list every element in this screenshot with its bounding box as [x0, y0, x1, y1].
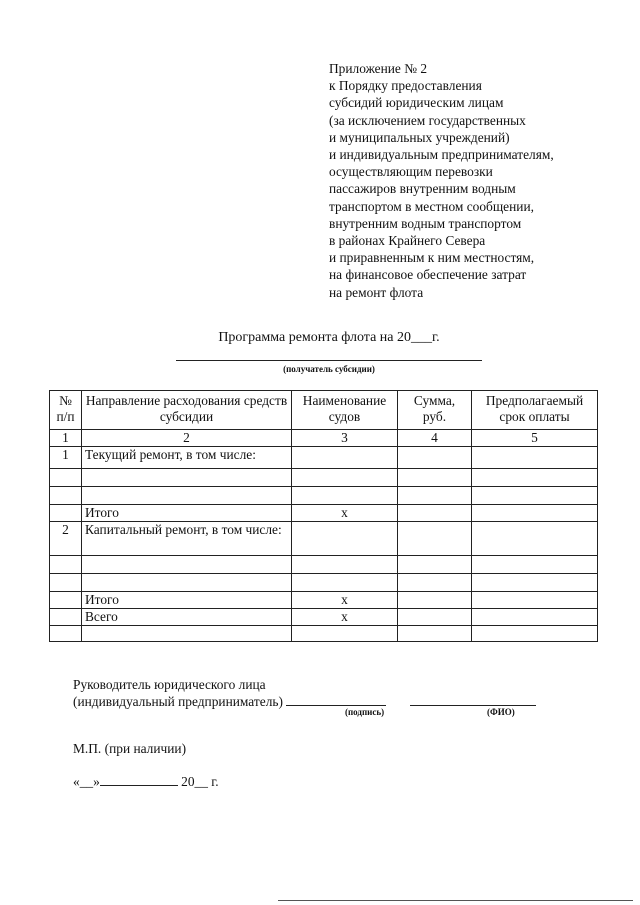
- table-cell: 1: [50, 447, 82, 469]
- table-cell: [472, 574, 598, 592]
- table-row: [50, 609, 598, 626]
- table-cell: [292, 522, 398, 556]
- appendix-line: субсидий юридическим лицам: [329, 95, 504, 111]
- table-cell: [50, 626, 82, 642]
- appendix-line: транспортом в местном сообщении,: [329, 198, 534, 214]
- table-cell: [292, 469, 398, 487]
- table-cell: [82, 626, 292, 642]
- appendix-line: в районах Крайнего Севера: [329, 233, 486, 249]
- table-cell: [82, 469, 292, 487]
- signature-role-line2: (индивидуальный предприниматель): [73, 694, 283, 709]
- table-cell: [398, 609, 472, 626]
- column-number: 2: [82, 430, 292, 447]
- signature-block: [73, 676, 536, 710]
- fullname-field-line[interactable]: [410, 705, 536, 706]
- header-direction: Направление расходования средств субсидии: [82, 391, 292, 430]
- table-cell: [82, 487, 292, 505]
- column-numbering-row: [50, 430, 598, 447]
- date-month-field[interactable]: [100, 785, 178, 786]
- scan-edge-line: [278, 900, 633, 901]
- header-amount: Сумма, руб.: [398, 391, 472, 430]
- table-row: [50, 447, 598, 469]
- table-cell: [472, 487, 598, 505]
- table-cell: [398, 487, 472, 505]
- table-cell: [472, 556, 598, 574]
- recipient-field-line: [176, 360, 482, 361]
- appendix-line: внутренним водным транспортом: [329, 215, 522, 231]
- table-cell: [472, 609, 598, 626]
- header-number: № п/п: [50, 391, 82, 430]
- table-cell: [398, 592, 472, 609]
- table-cell: [472, 447, 598, 469]
- table-cell: [398, 522, 472, 556]
- table-cell: Итого: [82, 592, 292, 609]
- table-cell: Итого: [82, 505, 292, 522]
- seal-note: М.П. (при наличии): [73, 741, 187, 756]
- appendix-line: на ремонт флота: [329, 284, 424, 300]
- table-cell: 2: [50, 522, 82, 556]
- table-cell: [398, 505, 472, 522]
- fullname-caption: (ФИО): [487, 707, 515, 717]
- table-row: [50, 592, 598, 609]
- appendix-note: [329, 60, 554, 301]
- signature-field-line[interactable]: [286, 705, 386, 706]
- table-cell: [292, 556, 398, 574]
- table-cell: х: [292, 609, 398, 626]
- table-cell: [50, 556, 82, 574]
- recipient-caption: (получатель субсидии): [283, 364, 375, 374]
- signature-caption: (подпись): [345, 707, 385, 717]
- table-cell: [472, 522, 598, 556]
- table-cell: [398, 556, 472, 574]
- title-text: Программа ремонта флота на 20___г.: [218, 330, 440, 345]
- table-cell: х: [292, 592, 398, 609]
- table-cell: [50, 592, 82, 609]
- column-number: 3: [292, 430, 398, 447]
- table-cell: [292, 487, 398, 505]
- document-title: [0, 330, 640, 346]
- table-header-row: [50, 391, 598, 430]
- appendix-line: и приравненным к ним местностям,: [329, 250, 535, 266]
- date-year: 20__ г.: [181, 774, 219, 789]
- table-cell: [398, 574, 472, 592]
- table-cell: х: [292, 505, 398, 522]
- table-row: [50, 522, 598, 556]
- table-cell: [50, 469, 82, 487]
- appendix-line: (за исключением государственных: [329, 112, 526, 128]
- date-line: [73, 774, 219, 790]
- repair-program-table: [49, 390, 598, 642]
- signature-role-line1: Руководитель юридического лица: [73, 677, 266, 692]
- table-cell: [292, 574, 398, 592]
- table-row: [50, 505, 598, 522]
- column-number: 1: [50, 430, 82, 447]
- table-cell: [50, 505, 82, 522]
- appendix-line: и индивидуальным предпринимателям,: [329, 147, 554, 163]
- header-vessels: Наименование судов: [292, 391, 398, 430]
- appendix-line: Приложение № 2: [329, 61, 428, 76]
- appendix-line: и муниципальных учреждений): [329, 129, 510, 145]
- table-row: [50, 469, 598, 487]
- column-number: 4: [398, 430, 472, 447]
- table-cell: Всего: [82, 609, 292, 626]
- appendix-line: пассажиров внутренним водным: [329, 181, 516, 197]
- table-cell: [398, 626, 472, 642]
- table-cell: [50, 574, 82, 592]
- appendix-line: на финансовое обеспечение затрат: [329, 267, 527, 283]
- date-day: «__»: [73, 774, 100, 789]
- table-cell: [472, 626, 598, 642]
- table-cell: [50, 609, 82, 626]
- table-cell: [82, 556, 292, 574]
- table-cell: [472, 469, 598, 487]
- table-cell: Капитальный ремонт, в том числе:: [82, 522, 292, 556]
- table-row: [50, 487, 598, 505]
- appendix-line: к Порядку предоставления: [329, 78, 482, 94]
- table-row: [50, 556, 598, 574]
- table-cell: [472, 592, 598, 609]
- table-cell: [292, 626, 398, 642]
- table-cell: [50, 487, 82, 505]
- table-cell: [292, 447, 398, 469]
- table-cell: [82, 574, 292, 592]
- table-cell: [398, 469, 472, 487]
- table-cell: [472, 505, 598, 522]
- table-cell: Текущий ремонт, в том числе:: [82, 447, 292, 469]
- table-row: [50, 626, 598, 642]
- table-cell: [398, 447, 472, 469]
- appendix-line: осуществляющим перевозки: [329, 164, 493, 180]
- header-payment-term: Предполагаемый срок оплаты: [472, 391, 598, 430]
- table-row: [50, 574, 598, 592]
- column-number: 5: [472, 430, 598, 447]
